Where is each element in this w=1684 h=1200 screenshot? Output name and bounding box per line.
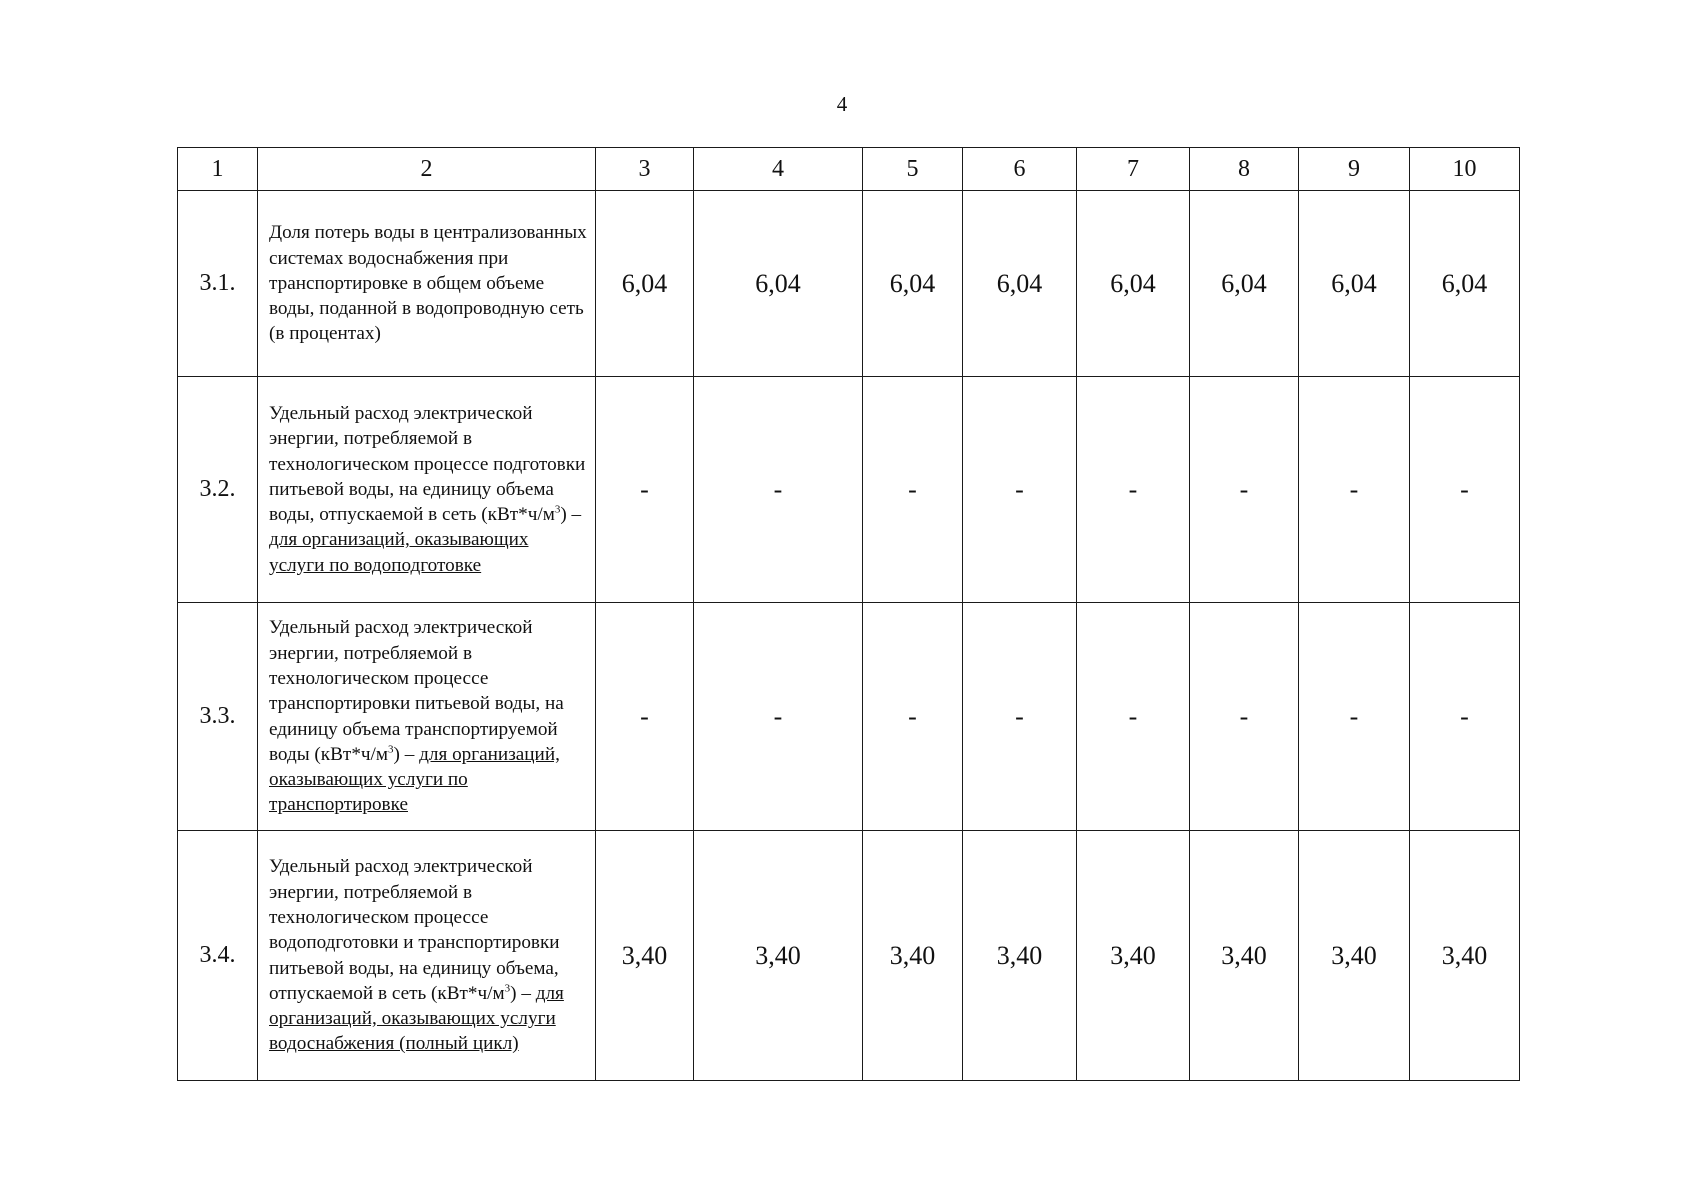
value-cell: -	[963, 377, 1077, 603]
value-cell: 6,04	[596, 191, 694, 377]
column-number-header: 2	[258, 148, 596, 191]
value-cell: 6,04	[1077, 191, 1190, 377]
value-cell: 3,40	[596, 831, 694, 1081]
column-number-header: 4	[694, 148, 863, 191]
value-cell: -	[694, 603, 863, 831]
value-cell: 3,40	[1410, 831, 1520, 1081]
row-description	[258, 377, 596, 603]
underlined-text: для организаций, оказывающих услуги водоснабжения (полный цикл)	[269, 982, 564, 1055]
column-number-header: 1	[178, 148, 258, 191]
value-cell: -	[1077, 603, 1190, 831]
column-number-header: 3	[596, 148, 694, 191]
table-row	[178, 603, 1520, 831]
value-cell: -	[863, 377, 963, 603]
value-cell: 6,04	[863, 191, 963, 377]
value-cell: 3,40	[694, 831, 863, 1081]
row-description	[258, 831, 596, 1081]
value-cell: -	[1190, 377, 1299, 603]
value-cell: -	[1410, 377, 1520, 603]
value-cell: -	[963, 603, 1077, 831]
value-cell: -	[1299, 603, 1410, 831]
column-number-header: 8	[1190, 148, 1299, 191]
value-cell: 6,04	[694, 191, 863, 377]
row-number: 3.2.	[178, 377, 258, 603]
description-text: Удельный расход электрической энергии, потребляемой в технологическом процессе транспортировки питьевой воды, на единицу объема транспортируемой воды (кВт*ч/м	[269, 617, 564, 765]
underlined-text: для организаций, оказывающих услуги по водоподготовке	[269, 529, 529, 576]
indicators-table	[177, 147, 1520, 1081]
value-cell: -	[1410, 603, 1520, 831]
description-text: Удельный расход электрической энергии, потребляемой в технологическом процессе подготовки питьевой воды, на единицу объема воды, отпускаемой в сеть (кВт*ч/м	[269, 402, 586, 526]
description-text: ) –	[510, 982, 536, 1004]
column-number-header: 9	[1299, 148, 1410, 191]
column-number-header: 7	[1077, 148, 1190, 191]
page-number: 4	[836, 92, 848, 116]
description-text: Доля потерь воды в централизованных системах водоснабжения при транспортировке в общем объеме воды, поданной в водопроводную сеть (в процентах)	[269, 222, 587, 345]
superscript: 3	[388, 743, 394, 756]
table-row	[178, 191, 1520, 377]
value-cell: -	[596, 603, 694, 831]
value-cell: 6,04	[1299, 191, 1410, 377]
value-cell: -	[694, 377, 863, 603]
column-number-header: 6	[963, 148, 1077, 191]
value-cell: -	[596, 377, 694, 603]
description-text: ) –	[393, 743, 420, 765]
value-cell: -	[1190, 603, 1299, 831]
row-description	[258, 603, 596, 831]
value-cell: -	[863, 603, 963, 831]
underlined-text: для организаций, оказывающих услуги по транспортировке	[269, 743, 560, 816]
description-text: ) –	[560, 504, 582, 526]
row-number: 3.4.	[178, 831, 258, 1081]
value-cell: 3,40	[863, 831, 963, 1081]
value-cell: 6,04	[963, 191, 1077, 377]
superscript: 3	[554, 503, 561, 516]
superscript: 3	[504, 982, 511, 995]
table-row	[178, 831, 1520, 1081]
row-description	[258, 191, 596, 377]
value-cell: -	[1077, 377, 1190, 603]
value-cell: -	[1299, 377, 1410, 603]
value-cell: 3,40	[963, 831, 1077, 1081]
row-number: 3.3.	[178, 603, 258, 831]
description-text: Удельный расход электрической энергии, потребляемой в технологическом процессе водоподготовки и транспортировки питьевой воды, на единицу объема, отпускаемой в сеть (кВт*ч/м	[269, 856, 560, 1004]
table-row	[178, 377, 1520, 603]
value-cell: 3,40	[1299, 831, 1410, 1081]
value-cell: 3,40	[1077, 831, 1190, 1081]
value-cell: 6,04	[1190, 191, 1299, 377]
table-header-row	[178, 148, 1520, 191]
value-cell: 3,40	[1190, 831, 1299, 1081]
value-cell: 6,04	[1410, 191, 1520, 377]
column-number-header: 10	[1410, 148, 1520, 191]
column-number-header: 5	[863, 148, 963, 191]
row-number: 3.1.	[178, 191, 258, 377]
